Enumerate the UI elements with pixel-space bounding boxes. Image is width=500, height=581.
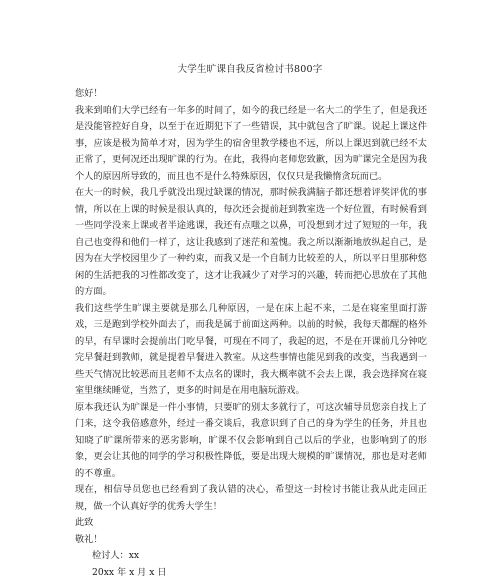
document-body xyxy=(75,86,427,581)
document-title: 大学生旷课自我反省检讨书800字 xyxy=(0,64,500,76)
paragraph-4: 原本我还认为旷课是一件小事情，只要旷的别太多就行了，可这次辅导员您亲自找上了门来，这令我倍感意外，经过一番交谈后，我意识到了自己的身为学生的任务，并且也知晓了旷课所带来的恶劣影响，旷课不仅会影响到自己以后的学业，也影响到了的形象，更会让其他的同学的学习积极性降低，要是出现大规模的旷课情况，那也是对老师的不尊重。 xyxy=(75,400,427,483)
greeting: 您好！ xyxy=(75,86,427,103)
paragraph-5: 现在，相信导员您也已经看到了我认错的决心，希望这一封检讨书能让我从此走回正规，做一个认真好学的优秀大学生！ xyxy=(75,482,427,515)
signature: 检讨人：xx xyxy=(75,548,427,565)
paragraph-1: 我来到咱们大学已经有一年多的时间了，如今的我已经是一名大二的学生了，但是我还是没能管控好自身，以至于在近期犯下了一些错误，其中就包含了旷课。说起上课这件事，应该是极为简单才对，因为学生的宿舍里教学楼也不远，所以上课迟到就已经不太正常了，更何况还出现旷课的行为。在此，我得向老师您致歉，因为旷课完全是因为我个人的原因所导致的，而且也不是什么特殊原因，仅仅只是我懒惰贪玩而已。 xyxy=(75,103,427,186)
closing-salutation: 此致 xyxy=(75,515,427,532)
paragraph-3: 我们这些学生旷课主要就是那么几种原因，一是在床上起不来，二是在寝室里面打游戏，三是跑到学校外面去了，而我是属于前面这两种。以前的时候，我每天都醒的格外的早，有早课时会提前出门吃早餐，可现在不同了，我起的迟，不是在开课前几分钟吃完早餐赶到教师，就是提着早餐进入教室。从这些事情也能见到我的改变，当我遇到一些天气情况比较恶而且老师不太点名的课时，我大概率就不会去上课，我会选择窝在寝室里继续睡觉，当然了，更多的时间是在用电脑玩游戏。 xyxy=(75,301,427,400)
date: 20xx 年 x 月 x 日 xyxy=(75,565,427,581)
paragraph-2: 在大一的时候，我几乎就没出现过缺课的情况，那时候我满脑子都还想着评奖评优的事情，所以在上课的时候是很认真的，每次还会提前赶到教室选一个好位置，有时候看到一些同学没来上课或者半途逃课，我还有点嗤之以鼻，可没想到才过了短短的一年，我自己也变得和他们一样了，这让我感到了迷茫和羞愧。我之所以渐渐地放纵起自己，是因为在大学校园里少了一种约束，而我又是一个自制力比较差的人，所以平日里那种悠闲的生活把我的习性都改变了，这才让我减少了对学习的兴趣，转而把心思放在了其他的方面。 xyxy=(75,185,427,301)
closing-regards: 敬礼！ xyxy=(75,532,427,549)
